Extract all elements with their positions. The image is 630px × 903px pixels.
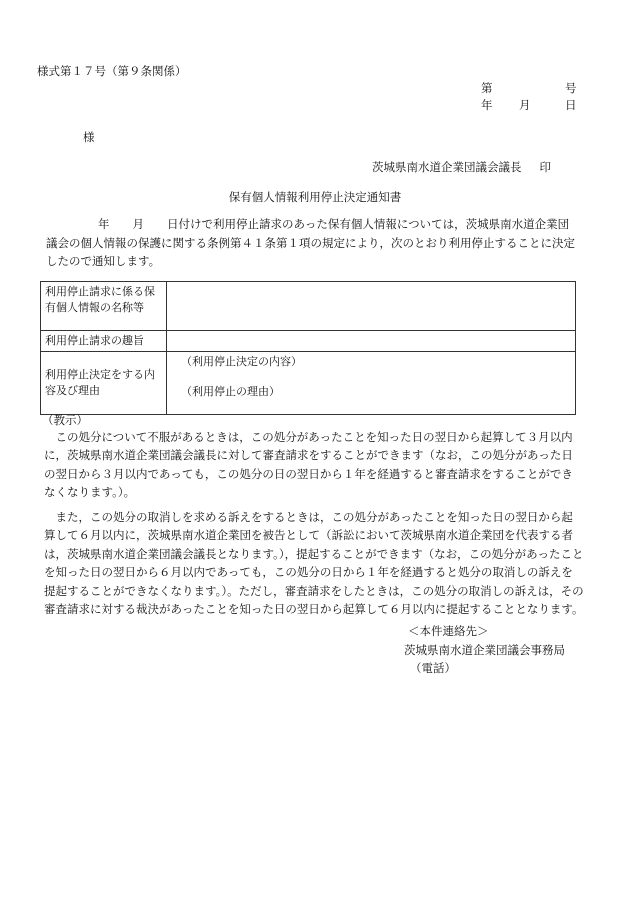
addressee: 様 bbox=[83, 130, 95, 144]
table-row bbox=[41, 282, 576, 331]
doc-number-label-go: 号 bbox=[565, 81, 577, 95]
table-row bbox=[41, 351, 576, 414]
row2-value bbox=[167, 331, 576, 352]
date-day: 日 bbox=[565, 98, 577, 112]
contact-office: 茨城県南水道企業団議会事務局 bbox=[404, 642, 565, 657]
issuer-name: 茨城県南水道企業団議会議長 bbox=[372, 160, 522, 174]
date-year: 年 bbox=[481, 98, 493, 112]
row3-content-reason: （利用停止の理由） bbox=[181, 384, 280, 398]
notice-paragraph-2: また，この処分の取消しを求める訴えをするときは，この処分があったことを知った日の翌日から起算して６月以内に，茨城県南水道企業団を被告として（訴訟において茨城県南水道企業団を代表する者は，茨城県南水道企業団議会議長となります。），提起することができます（なお，この処分があったことを知った日の翌日から６月以内であっても，この処分の日から１年を経過すると処分の取消しの訴えを提起することができなくなります。）。ただし，審査請求をしたときは，この処分の取消しの訴えは，その審査請求に対する裁決があったことを知った日の翌日から起算して６月以内に提起することとなります。 bbox=[44, 510, 584, 616]
date-month: 月 bbox=[519, 98, 531, 112]
row3-value bbox=[167, 351, 576, 414]
contact-block bbox=[404, 622, 604, 678]
form-number: 様式第１７号（第９条関係） bbox=[37, 64, 187, 78]
row1-value bbox=[167, 282, 576, 331]
intro-paragraph: 年 月 日付けで利用停止請求のあった保有個人情報については，茨城県南水道企業団議会の個人情報の保護に関する条例第４１条第１項の規定により，次のとおり利用停止することに決定したので通知します。 bbox=[46, 217, 575, 269]
notice-paragraph-1: この処分について不服があるときは，この処分があったことを知った日の翌日から起算して３月以内に，茨城県南水道企業団議会議長に対して審査請求をすることができます（なお，この処分があった日の翌日から３月以内であっても，この処分の日の翌日から１年を経過すると審査請求をすることができなくなります。）。 bbox=[44, 430, 573, 500]
notice-heading: （教示） bbox=[42, 413, 88, 427]
document-title: 保有個人情報利用停止決定通知書 bbox=[228, 190, 402, 204]
row3-label: 利用停止決定をする内容及び理由 bbox=[41, 351, 167, 414]
row2-label: 利用停止請求の趣旨 bbox=[41, 331, 167, 352]
contact-heading: ＜本件連絡先＞ bbox=[408, 624, 489, 638]
doc-number-label-dai: 第 bbox=[481, 81, 493, 95]
issuer bbox=[372, 158, 551, 176]
row1-label: 利用停止請求に係る保有個人情報の名称等 bbox=[41, 282, 167, 331]
table-row bbox=[41, 331, 576, 352]
seal-mark: 印 bbox=[539, 160, 551, 174]
contact-phone: （電話） bbox=[410, 661, 456, 676]
row3-content-decision: （利用停止決定の内容） bbox=[181, 354, 302, 368]
info-table bbox=[40, 281, 576, 415]
